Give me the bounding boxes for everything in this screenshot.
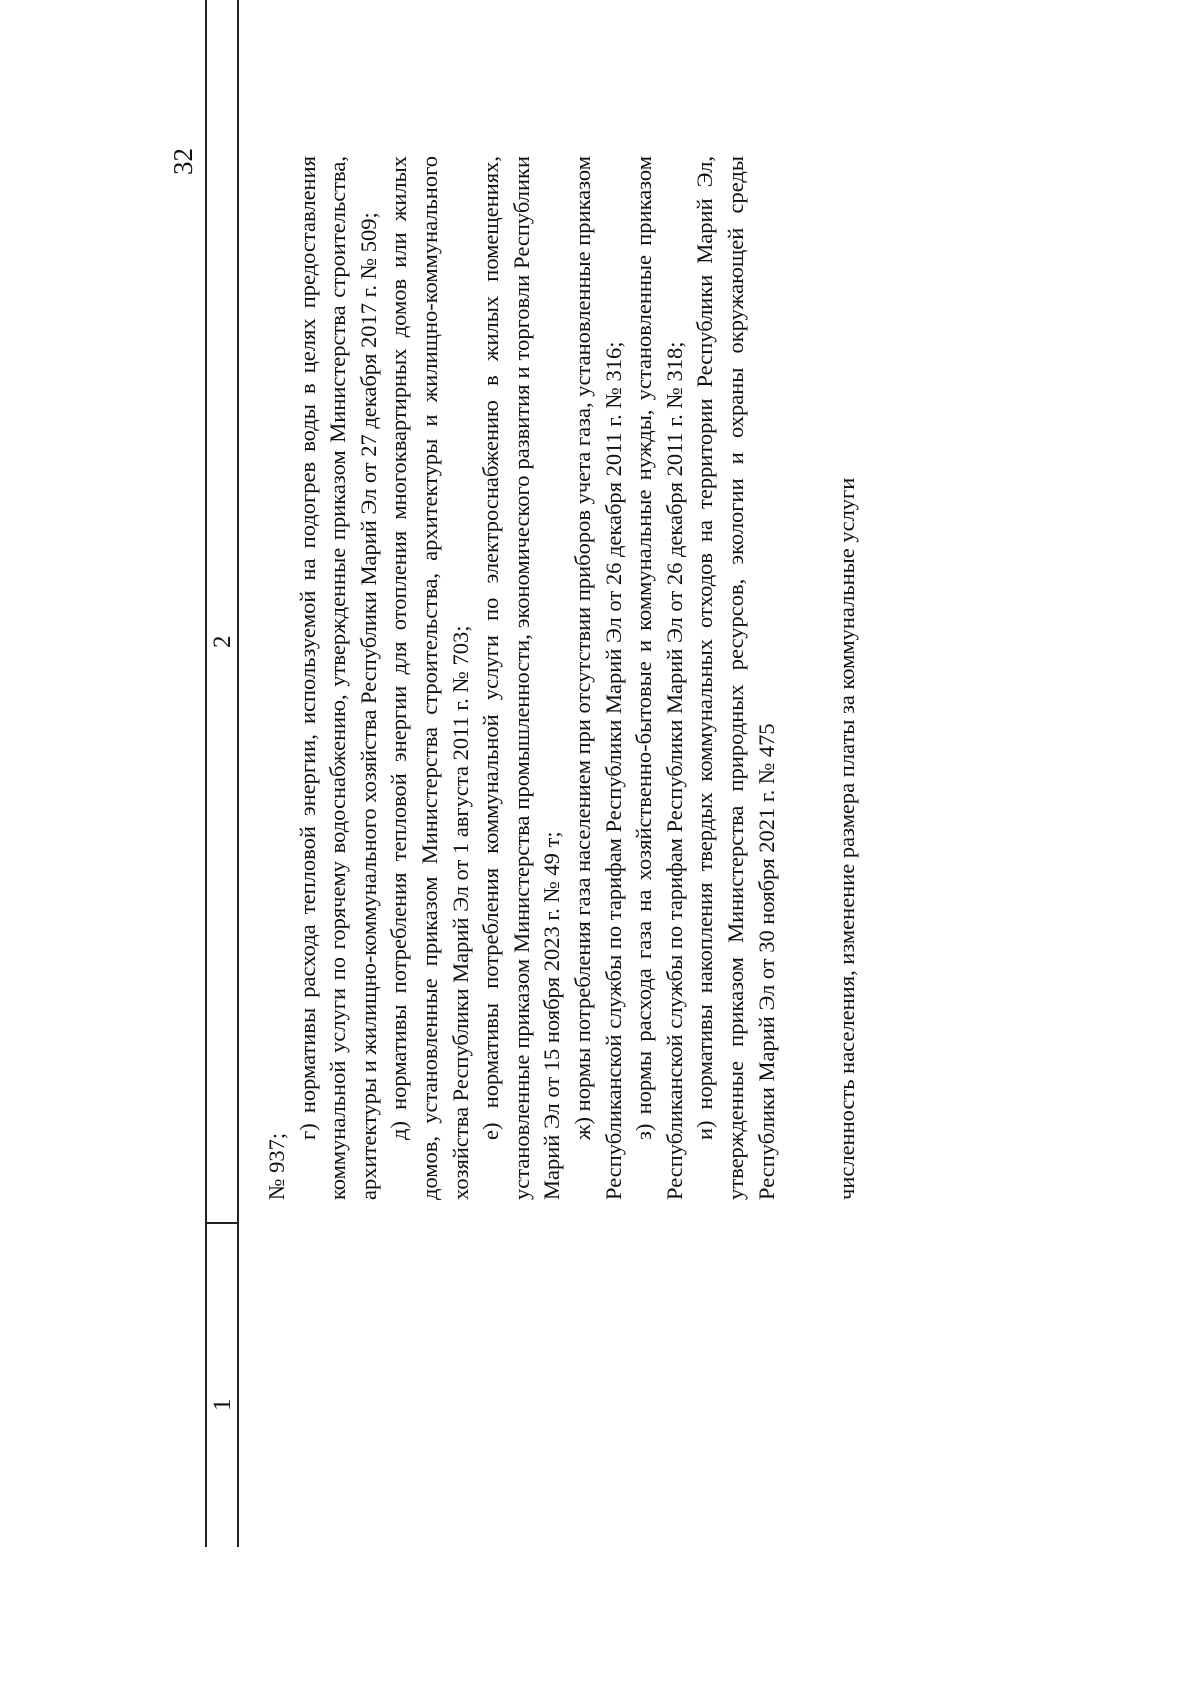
- table-top-rule: [205, 0, 207, 1547]
- column-2-content: [262, 156, 863, 1200]
- column-header-1: 1: [209, 1398, 236, 1411]
- column-header-2: 2: [209, 635, 236, 648]
- paragraph-e: е) нормативы потребления коммунальной услуги по электроснабжению в жилых помещениях, установленные приказом Министерства промышленности, экономического развития и торговли Республики Марий Эл от 15 ноября 2023 г. № 49 т;: [478, 156, 565, 1200]
- paragraph-g: г) нормативы расхода тепловой энергии, используемой на подогрев воды в целях предоставления коммунальной услуги по горячему водоснабжению, утвержденные приказом Министерства строительства, архитектуры и жилищно-коммунального хозяйства Республики Марий Эл от 27 декабря 2017 г. № 509;: [294, 156, 381, 1200]
- paragraph-d: д) нормативы потребления тепловой энергии для отопления многоквартирных домов или жилых домов, установленные приказом Министерства строительства, архитектуры и жилищно-коммунального хозяйства Республики Марий Эл от 1 августа 2011 г. № 703;: [386, 156, 473, 1200]
- page-number: 32: [168, 148, 198, 175]
- paragraph-zh: ж) нормы потребления газа населением при отсутствии приборов учета газа, установленные приказом Республиканской службы по тарифам Республики Марий Эл от 26 декабря 2011 г. № 316;: [569, 156, 626, 1200]
- table-header-rule: [237, 0, 239, 1547]
- column-divider: [205, 1222, 239, 1224]
- paragraph-population: численность населения, изменение размера платы за коммунальные услуги: [834, 477, 860, 1200]
- paragraph-i: и) нормативы накопления твердых коммунальных отходов на территории Республики Марий Эл, утвержденные приказом Министерства природных ресурсов, экологии и охраны окружающей среды Республики Марий Эл от 30 ноября 2021 г. № 475: [692, 156, 779, 1200]
- paragraph-0: № 937;: [264, 1132, 289, 1200]
- paragraph-z: з) нормы расхода газа на хозяйственно-бытовые и коммунальные нужды, установленные приказом Республиканской службы по тарифам Республики Марий Эл от 26 декабря 2011 г. № 318;: [631, 156, 687, 1200]
